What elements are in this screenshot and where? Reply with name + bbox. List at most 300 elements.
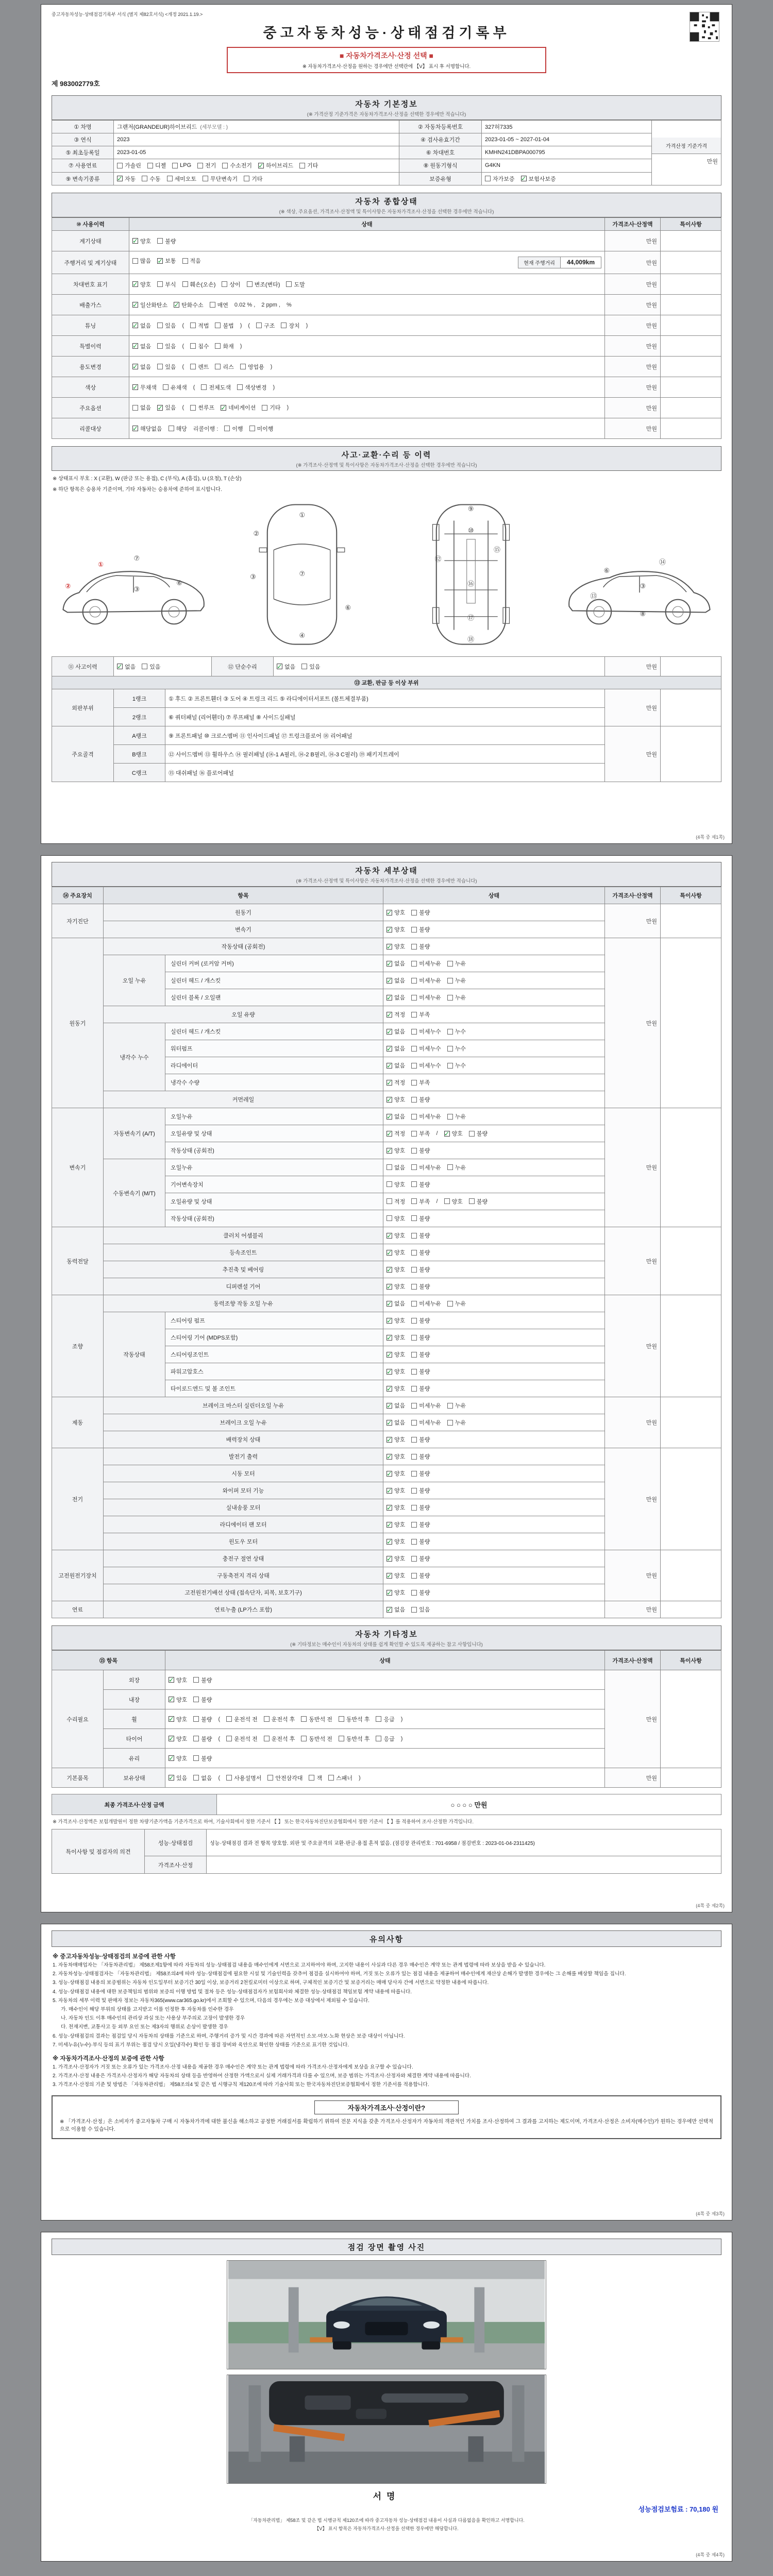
checkbox-unchecked[interactable]	[169, 425, 187, 433]
checkbox-label: 불량	[419, 1148, 430, 1154]
rank-parts: ⑨ 프론트패널 ⑩ 크로스멤버 ⑪ 인사이드패널 ⑰ 트렁크플로어 ⑱ 리어패널	[165, 726, 605, 745]
sub-item-label: 오일유량 및 상태	[165, 1193, 383, 1210]
checkbox-unchecked[interactable]	[469, 1129, 488, 1138]
checkbox-unchecked[interactable]	[411, 1588, 430, 1597]
checkbox-unchecked[interactable]	[411, 1129, 430, 1138]
checkbox-unchecked[interactable]	[264, 1735, 295, 1743]
checkbox-unchecked[interactable]	[157, 363, 176, 371]
checkbox-label: 썬루프	[198, 405, 215, 412]
option-text: )	[400, 1735, 403, 1742]
checkbox-checked[interactable]	[386, 1333, 405, 1342]
checkbox-unchecked[interactable]	[222, 280, 240, 289]
checkbox-unchecked[interactable]	[411, 1469, 430, 1478]
checkbox-unchecked[interactable]	[447, 959, 466, 968]
section-title: 유의사항	[369, 1935, 404, 1944]
sub-item-label: 파워고압호스	[165, 1363, 383, 1380]
checkbox-checked[interactable]	[169, 1774, 187, 1782]
checkbox-unchecked[interactable]	[447, 1418, 466, 1427]
section-accident-history	[52, 446, 721, 471]
checkbox-unchecked[interactable]	[301, 1715, 332, 1723]
checkbox-unchecked[interactable]	[447, 1299, 466, 1308]
col-item: 항목	[104, 887, 383, 904]
checkbox-unchecked[interactable]	[447, 1027, 466, 1036]
table-row	[52, 904, 721, 921]
checkbox-unchecked[interactable]	[411, 1452, 430, 1461]
checkbox-unchecked[interactable]	[411, 1571, 430, 1580]
option-text: )	[270, 363, 273, 370]
checkbox-unchecked[interactable]	[132, 403, 151, 412]
checkbox-checked[interactable]	[386, 1078, 405, 1087]
checkbox-box-icon: ✓	[386, 1418, 392, 1427]
checkbox-label: 무단변속기	[210, 176, 238, 182]
checkbox-label: 이행	[232, 426, 243, 432]
state-options	[129, 231, 605, 251]
checkbox-checked[interactable]	[386, 959, 405, 968]
state-options	[165, 1690, 605, 1709]
checkbox-unchecked[interactable]	[411, 942, 430, 951]
checkbox-unchecked[interactable]	[411, 1333, 430, 1342]
checkbox-unchecked[interactable]	[201, 383, 231, 392]
checkbox-unchecked[interactable]	[262, 403, 280, 412]
checkbox-checked[interactable]	[386, 1350, 405, 1359]
state-options	[129, 315, 605, 336]
checkbox-checked[interactable]	[386, 1248, 405, 1257]
item-label: 구동축전지 격리 상태	[104, 1567, 383, 1584]
checkbox-unchecked[interactable]	[411, 1503, 430, 1512]
checkbox-unchecked[interactable]	[386, 1214, 405, 1223]
checkbox-unchecked[interactable]	[249, 425, 274, 433]
checkbox-checked[interactable]	[386, 1503, 405, 1512]
checkbox-unchecked[interactable]	[411, 959, 441, 968]
checkbox-unchecked[interactable]	[172, 162, 191, 168]
checkbox-unchecked[interactable]	[386, 1197, 405, 1206]
checkbox-unchecked[interactable]	[226, 1774, 261, 1782]
checkbox-checked[interactable]	[386, 1299, 405, 1308]
checkbox-unchecked[interactable]	[411, 1095, 430, 1104]
note-cell	[661, 377, 721, 398]
checkbox-checked[interactable]	[174, 301, 204, 309]
sub-item-label: 오일누유	[165, 1108, 383, 1125]
table-row	[52, 121, 721, 133]
checkbox-box-icon	[147, 163, 153, 168]
checkbox-checked[interactable]	[386, 1129, 405, 1138]
checkbox-unchecked[interactable]	[190, 363, 209, 371]
checkbox-unchecked[interactable]	[411, 1061, 441, 1070]
checkbox-checked[interactable]	[386, 1588, 405, 1597]
checkbox-unchecked[interactable]	[411, 1537, 430, 1546]
checkbox-checked[interactable]	[386, 1520, 405, 1529]
checkbox-checked[interactable]	[169, 1676, 187, 1684]
checkbox-unchecked[interactable]	[224, 425, 243, 433]
checkbox-checked[interactable]	[386, 993, 405, 1002]
price-select-note: ※ 자동차가격조사·산정을 원하는 경우에만 선택란에 【V】 표시 후 서명합니다.	[302, 64, 471, 70]
checkbox-checked[interactable]	[386, 1452, 405, 1461]
checkbox-unchecked[interactable]	[226, 1735, 258, 1743]
checkbox-box-icon	[240, 364, 246, 369]
table-row	[52, 1768, 721, 1788]
checkbox-unchecked[interactable]	[237, 383, 267, 392]
checkbox-checked[interactable]	[132, 237, 151, 245]
checkbox-unchecked[interactable]	[132, 257, 151, 265]
checkbox-unchecked[interactable]	[411, 1180, 430, 1189]
checkbox-unchecked[interactable]	[215, 321, 233, 330]
checkbox-unchecked[interactable]	[386, 1180, 405, 1189]
checkbox-box-icon	[386, 1181, 392, 1187]
checkbox-unchecked[interactable]	[339, 1735, 370, 1743]
checkbox-unchecked[interactable]	[411, 1197, 430, 1206]
checkbox-box-icon: ✓	[117, 663, 123, 670]
checkbox-checked[interactable]	[386, 1435, 405, 1444]
checkbox-checked[interactable]	[386, 1146, 405, 1155]
state-options	[165, 1670, 605, 1690]
checkbox-checked[interactable]	[117, 175, 136, 183]
rank-label: 1랭크	[114, 689, 165, 708]
checkbox-checked[interactable]	[386, 908, 405, 917]
checkbox-box-icon	[215, 364, 221, 369]
checkbox-label: 양호	[176, 1736, 188, 1742]
checkbox-checked[interactable]	[221, 403, 256, 412]
checkbox-unchecked[interactable]	[157, 237, 176, 245]
checkbox-unchecked[interactable]	[339, 1715, 370, 1723]
checkbox-unchecked[interactable]	[447, 1401, 466, 1410]
checkbox-box-icon	[182, 281, 188, 287]
vin-number: KMHN241DBPA000795	[482, 146, 652, 159]
checkbox-unchecked[interactable]	[411, 1027, 441, 1036]
checkbox-unchecked[interactable]	[190, 321, 209, 330]
checkbox-unchecked[interactable]	[222, 161, 252, 170]
checkbox-unchecked[interactable]	[328, 1774, 352, 1782]
checkbox-label: 변조(변타)	[254, 281, 280, 288]
checkbox-label: 불량	[419, 1233, 430, 1239]
table-row	[52, 398, 721, 418]
checkbox-unchecked[interactable]	[411, 1214, 430, 1223]
checkbox-unchecked[interactable]	[411, 1520, 430, 1529]
checkbox-unchecked[interactable]	[411, 925, 430, 934]
checkbox-unchecked[interactable]	[411, 1044, 441, 1053]
checkbox-unchecked[interactable]	[190, 403, 214, 412]
checkbox-box-icon: ✓	[132, 342, 138, 350]
fuel-options	[114, 159, 399, 173]
checkbox-unchecked[interactable]	[411, 976, 441, 985]
checkbox-checked[interactable]	[169, 1754, 187, 1762]
checkbox-unchecked[interactable]	[376, 1735, 394, 1743]
car-diagram-top	[220, 497, 384, 651]
state-options	[383, 1499, 605, 1516]
checkbox-unchecked[interactable]	[444, 1197, 463, 1206]
checkbox-unchecked[interactable]	[411, 1435, 430, 1444]
checkbox-checked[interactable]	[169, 1715, 187, 1723]
table-row	[52, 657, 721, 676]
checkbox-unchecked[interactable]	[203, 175, 238, 183]
checkbox-unchecked[interactable]	[411, 993, 441, 1002]
checkbox-checked[interactable]	[157, 403, 176, 412]
checkbox-unchecked[interactable]	[182, 280, 216, 289]
checkbox-box-icon: ✓	[386, 1401, 392, 1410]
checkbox-unchecked[interactable]	[411, 1282, 430, 1291]
section-title: 자동차 세부상태	[355, 867, 418, 875]
checkbox-unchecked[interactable]	[301, 1735, 332, 1743]
checkbox-box-icon	[157, 238, 163, 244]
checkbox-box-icon: ✓	[386, 959, 392, 968]
checkbox-checked[interactable]	[132, 363, 151, 371]
checkbox-unchecked[interactable]	[167, 175, 197, 183]
checkbox-unchecked[interactable]	[193, 1774, 212, 1782]
checkbox-checked[interactable]	[386, 1265, 405, 1274]
checkbox-unchecked[interactable]	[197, 161, 216, 170]
checkbox-label: 렌트	[198, 364, 209, 370]
checkbox-unchecked[interactable]	[264, 1715, 295, 1723]
checkbox-box-icon	[485, 176, 491, 181]
checkbox-unchecked[interactable]	[411, 1248, 430, 1257]
checkbox-checked[interactable]	[132, 280, 151, 289]
checkbox-unchecked[interactable]	[240, 363, 264, 371]
checkbox-unchecked[interactable]	[411, 1010, 430, 1019]
checkbox-unchecked[interactable]	[411, 908, 430, 917]
checkbox-unchecked[interactable]	[447, 993, 466, 1002]
checkbox-unchecked[interactable]	[244, 175, 262, 183]
checkbox-box-icon: ✓	[386, 1316, 392, 1325]
checkbox-checked[interactable]	[277, 663, 295, 671]
accident-history-options	[114, 657, 212, 676]
checkbox-checked[interactable]	[386, 976, 405, 985]
checkbox-box-icon: ✓	[386, 1129, 392, 1138]
note-cell	[661, 1295, 721, 1397]
checkbox-unchecked[interactable]	[157, 280, 176, 289]
checkbox-box-icon: ✓	[386, 1384, 392, 1393]
diagram-mark: ⑦	[133, 554, 140, 562]
checkbox-checked[interactable]	[386, 1554, 405, 1563]
checkbox-unchecked[interactable]	[411, 1231, 430, 1240]
sheet-3	[41, 1924, 732, 2221]
checkbox-unchecked[interactable]	[215, 363, 233, 371]
checkbox-checked[interactable]	[386, 1401, 405, 1410]
checkbox-label: 불량	[419, 1181, 430, 1188]
option-text: (	[193, 384, 195, 391]
checkbox-unchecked[interactable]	[157, 342, 176, 350]
checkbox-checked[interactable]	[157, 257, 176, 265]
checkbox-checked[interactable]	[386, 1367, 405, 1376]
table-row	[52, 1397, 721, 1414]
checkbox-label: 불량	[419, 1556, 430, 1562]
checkbox-checked[interactable]	[386, 1095, 405, 1104]
checkbox-unchecked[interactable]	[411, 1554, 430, 1563]
checkbox-label: 양호	[176, 1677, 188, 1684]
checkbox-unchecked[interactable]	[411, 1078, 430, 1087]
checkbox-box-icon	[157, 343, 163, 349]
checkbox-unchecked[interactable]	[411, 1146, 430, 1155]
checkbox-unchecked[interactable]	[163, 383, 187, 392]
checkbox-unchecked[interactable]	[226, 1715, 258, 1723]
checkbox-unchecked[interactable]	[485, 175, 515, 183]
checkbox-unchecked[interactable]	[411, 1350, 430, 1359]
checkbox-unchecked[interactable]	[411, 1316, 430, 1325]
section-caution	[52, 1930, 721, 1947]
checkbox-checked[interactable]	[444, 1129, 463, 1138]
checkbox-unchecked[interactable]	[157, 321, 176, 330]
checkbox-unchecked[interactable]	[411, 1112, 441, 1121]
checkbox-checked[interactable]	[386, 1605, 405, 1614]
checkbox-label: 누수	[455, 1063, 466, 1069]
checkbox-unchecked[interactable]	[256, 321, 275, 330]
checkbox-unchecked[interactable]	[411, 1418, 441, 1427]
checkbox-unchecked[interactable]	[281, 321, 299, 330]
checkbox-box-icon	[339, 1716, 344, 1722]
checkbox-checked[interactable]	[132, 383, 157, 392]
checkbox-checked[interactable]	[258, 161, 293, 170]
note-cell	[661, 274, 721, 295]
checkbox-unchecked[interactable]	[190, 342, 209, 350]
checkbox-checked[interactable]	[386, 1231, 405, 1240]
checkbox-unchecked[interactable]	[447, 1112, 466, 1121]
checkbox-box-icon	[411, 1046, 417, 1052]
checkbox-unchecked[interactable]	[247, 280, 280, 289]
checkbox-checked[interactable]	[386, 1571, 405, 1580]
checkbox-unchecked[interactable]	[193, 1715, 212, 1723]
checkbox-label: 동반석 전	[309, 1716, 332, 1723]
checkbox-box-icon	[447, 978, 453, 984]
checkbox-label: 세미오토	[174, 176, 197, 182]
checkbox-box-icon	[411, 927, 417, 933]
checkbox-box-icon	[210, 302, 215, 308]
checkbox-box-icon	[411, 1420, 417, 1426]
checkbox-label: 구조	[264, 323, 275, 329]
checkbox-unchecked[interactable]	[411, 1299, 441, 1308]
checkbox-checked[interactable]	[386, 1418, 405, 1427]
checkbox-checked[interactable]	[521, 175, 556, 183]
checkbox-unchecked[interactable]	[193, 1696, 212, 1704]
checkbox-checked[interactable]	[169, 1696, 187, 1704]
checkbox-checked[interactable]	[386, 925, 405, 934]
checkbox-box-icon	[267, 1775, 273, 1781]
checkbox-unchecked[interactable]	[411, 1265, 430, 1274]
checkbox-checked[interactable]	[132, 301, 167, 309]
checkbox-unchecked[interactable]	[386, 1163, 405, 1172]
checkbox-box-icon	[411, 1335, 417, 1341]
checkbox-label: 없음	[394, 1046, 406, 1052]
state-options	[383, 1312, 605, 1329]
checkbox-checked[interactable]	[386, 1010, 405, 1019]
checkbox-box-icon: ✓	[169, 1715, 174, 1723]
price-cell: 만원	[605, 1670, 661, 1768]
checkbox-label: 양호	[394, 910, 406, 916]
checkbox-box-icon: ✓	[174, 301, 180, 309]
checkbox-unchecked[interactable]	[301, 663, 320, 671]
checkbox-box-icon	[447, 1301, 453, 1307]
checkbox-unchecked[interactable]	[309, 1774, 322, 1782]
option-text: (	[182, 322, 184, 329]
section-title: 자동차 기타정보	[355, 1630, 418, 1639]
checkbox-checked[interactable]	[386, 1537, 405, 1546]
checkbox-unchecked[interactable]	[142, 663, 160, 671]
checkbox-checked[interactable]	[386, 1112, 405, 1121]
checkbox-label: 동반석 후	[346, 1716, 370, 1723]
checkbox-checked[interactable]	[117, 663, 136, 671]
checkbox-label: 미세누유	[419, 1114, 441, 1120]
table-row	[52, 1108, 721, 1125]
checkbox-box-icon	[447, 995, 453, 1001]
checkbox-unchecked[interactable]	[376, 1715, 394, 1723]
inspection-photo-underbody	[227, 2375, 546, 2484]
checkbox-label: 양호	[394, 1284, 406, 1290]
state-options	[165, 1768, 605, 1788]
checkbox-checked[interactable]	[386, 1384, 405, 1393]
checkbox-label: 불량	[476, 1198, 488, 1205]
checkbox-unchecked[interactable]	[447, 1044, 466, 1053]
checkbox-unchecked[interactable]	[193, 1735, 212, 1743]
checkbox-label: 보험사보증	[528, 176, 556, 182]
checkbox-checked[interactable]	[386, 1027, 405, 1036]
checkbox-unchecked[interactable]	[411, 1367, 430, 1376]
checkbox-label: 양호	[394, 1488, 406, 1494]
checkbox-unchecked[interactable]	[147, 161, 166, 170]
checkbox-unchecked[interactable]	[447, 976, 466, 985]
checkbox-unchecked[interactable]	[411, 1163, 441, 1172]
checkbox-unchecked[interactable]	[142, 175, 160, 183]
checkbox-checked[interactable]	[386, 1316, 405, 1325]
checkbox-checked[interactable]	[386, 1282, 405, 1291]
checkbox-checked[interactable]	[132, 425, 162, 433]
checkbox-label: 없음	[394, 1420, 406, 1426]
checkbox-checked[interactable]	[386, 1044, 405, 1053]
checkbox-box-icon	[447, 1114, 453, 1120]
checkbox-label: 적정	[394, 1080, 406, 1086]
checkbox-unchecked[interactable]	[411, 1384, 430, 1393]
checkbox-box-icon: ✓	[132, 363, 138, 370]
rank-label: A랭크	[114, 726, 165, 745]
checkbox-label: 미세누유	[419, 1301, 441, 1307]
detail-state-table	[52, 887, 721, 1618]
rank-parts: ① 후드 ② 프론트휀더 ③ 도어 ④ 트렁크 리드 ⑤ 라디에이터서포트 (볼트체결부품)	[165, 689, 605, 708]
checkbox-unchecked[interactable]	[411, 1605, 430, 1614]
checkbox-checked[interactable]	[132, 321, 151, 330]
checkbox-checked[interactable]	[132, 342, 151, 350]
checkbox-unchecked[interactable]	[215, 342, 233, 350]
checkbox-box-icon: ✓	[169, 1735, 174, 1742]
checkbox-unchecked[interactable]	[117, 161, 141, 170]
device-label: 고전원전기장치	[52, 1550, 104, 1601]
checkbox-label: 네비게이션	[228, 405, 256, 412]
checkbox-box-icon	[190, 405, 196, 411]
state-options	[383, 1159, 605, 1176]
state-options	[383, 1278, 605, 1295]
checkbox-unchecked[interactable]	[469, 1197, 488, 1206]
checkbox-checked[interactable]	[386, 1469, 405, 1478]
checkbox-unchecked[interactable]	[411, 1486, 430, 1495]
checkbox-unchecked[interactable]	[447, 1061, 466, 1070]
option-text: 리콜이행 :	[193, 426, 219, 432]
checkbox-unchecked[interactable]	[267, 1774, 303, 1782]
checkbox-box-icon: ✓	[386, 908, 392, 917]
checkbox-box-icon	[197, 163, 203, 168]
page-title: 중고자동차성능·상태점검기록부	[263, 25, 510, 41]
checkbox-checked[interactable]	[386, 942, 405, 951]
checkbox-unchecked[interactable]	[193, 1676, 212, 1684]
checkbox-checked[interactable]	[386, 1486, 405, 1495]
checkbox-checked[interactable]	[386, 1061, 405, 1070]
checkbox-unchecked[interactable]	[210, 301, 228, 309]
checkbox-unchecked[interactable]	[411, 1401, 441, 1410]
checkbox-checked[interactable]	[169, 1735, 187, 1743]
checkbox-unchecked[interactable]	[286, 280, 305, 289]
checkbox-unchecked[interactable]	[182, 257, 201, 265]
checkbox-unchecked[interactable]	[447, 1163, 466, 1172]
checkbox-unchecked[interactable]	[299, 161, 318, 170]
checkbox-box-icon	[411, 1437, 417, 1443]
checkbox-unchecked[interactable]	[193, 1754, 212, 1762]
section-subtitle: (※ 색상, 주요옵션, 가격조사·산정액 및 특이사항은 자동차가격조사·산정을 선택한 경우에만 적습니다)	[279, 209, 494, 215]
price-cell: 만원	[605, 1108, 661, 1227]
checkbox-label: 누유	[455, 995, 466, 1001]
